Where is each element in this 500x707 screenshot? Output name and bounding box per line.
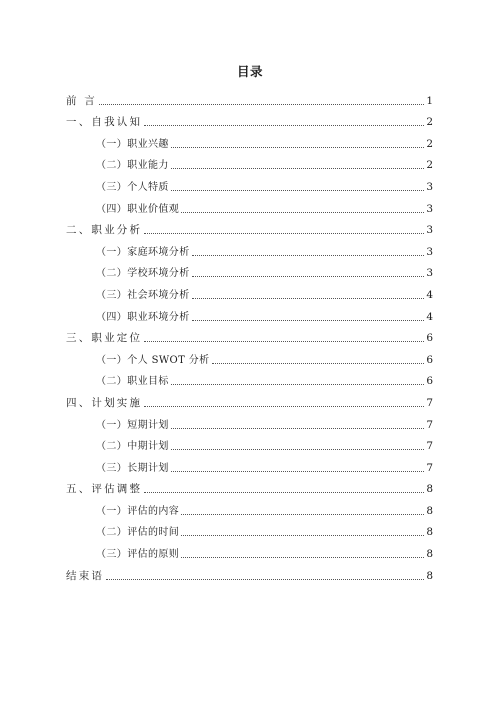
dot-leader bbox=[212, 363, 425, 364]
toc-entry-page-number: 3 bbox=[426, 180, 433, 193]
toc-entry-page-number: 3 bbox=[426, 224, 433, 237]
toc-entry[interactable] bbox=[66, 262, 433, 284]
toc-entry-page-number: 2 bbox=[426, 137, 433, 150]
toc-entry[interactable] bbox=[66, 348, 433, 370]
toc-entry-page-number: 8 bbox=[426, 504, 433, 517]
toc-entry-label: 二、职业分析 bbox=[66, 224, 143, 237]
dot-leader bbox=[144, 341, 424, 342]
dot-leader bbox=[181, 514, 424, 515]
toc-entry-page-number: 4 bbox=[426, 310, 433, 323]
toc-entry-page-number: 7 bbox=[426, 461, 433, 474]
table-of-contents bbox=[66, 89, 433, 586]
toc-entry-page-number: 8 bbox=[426, 569, 433, 582]
toc-entry-page-number: 3 bbox=[426, 245, 433, 258]
toc-entry-label: （一）短期计划 bbox=[96, 419, 169, 431]
toc-entry[interactable] bbox=[66, 154, 433, 176]
toc-entry-label: （三）评估的原则 bbox=[96, 549, 180, 561]
toc-entry[interactable] bbox=[66, 89, 433, 111]
toc-entry[interactable] bbox=[66, 542, 433, 564]
dot-leader bbox=[181, 557, 424, 558]
dot-leader bbox=[144, 233, 424, 234]
toc-entry-label: （一）职业兴趣 bbox=[96, 138, 169, 150]
dot-leader bbox=[99, 104, 424, 105]
toc-entry-label: （二）评估的时间 bbox=[96, 527, 180, 539]
toc-entry-page-number: 6 bbox=[426, 332, 433, 345]
toc-entry[interactable] bbox=[66, 456, 433, 478]
toc-entry[interactable] bbox=[66, 240, 433, 262]
toc-entry[interactable] bbox=[66, 327, 433, 349]
toc-entry-label: （四）职业价值观 bbox=[96, 203, 180, 215]
dot-leader bbox=[171, 147, 425, 148]
toc-entry-page-number: 4 bbox=[426, 288, 433, 301]
toc-entry-label: （三）社会环境分析 bbox=[96, 289, 190, 301]
toc-entry[interactable] bbox=[66, 499, 433, 521]
toc-entry-label: （四）职业环境分析 bbox=[96, 311, 190, 323]
toc-entry[interactable] bbox=[66, 370, 433, 392]
dot-leader bbox=[171, 168, 425, 169]
dot-leader bbox=[192, 255, 425, 256]
toc-entry-label: （一）评估的内容 bbox=[96, 505, 180, 517]
toc-entry-page-number: 2 bbox=[426, 159, 433, 172]
toc-entry-page-number: 6 bbox=[426, 375, 433, 388]
toc-entry-label: 结束语 bbox=[66, 569, 105, 582]
toc-entry[interactable] bbox=[66, 283, 433, 305]
toc-title: 目录 bbox=[236, 64, 263, 79]
toc-entry-label: （二）学校环境分析 bbox=[96, 268, 190, 280]
toc-entry-page-number: 7 bbox=[426, 440, 433, 453]
toc-entry-label: 四、计划实施 bbox=[66, 396, 143, 409]
toc-entry[interactable] bbox=[66, 391, 433, 413]
dot-leader bbox=[106, 579, 424, 580]
dot-leader bbox=[181, 535, 424, 536]
toc-entry-page-number: 2 bbox=[426, 116, 433, 129]
toc-entry-page-number: 1 bbox=[426, 94, 433, 107]
dot-leader bbox=[192, 298, 425, 299]
toc-entry-label: （二）职业能力 bbox=[96, 160, 169, 172]
toc-entry[interactable] bbox=[66, 175, 433, 197]
toc-entry-label: 五、评估调整 bbox=[66, 483, 143, 496]
toc-entry-label: 三、职业定位 bbox=[66, 332, 143, 345]
toc-entry[interactable] bbox=[66, 111, 433, 133]
toc-entry-page-number: 6 bbox=[426, 353, 433, 366]
toc-entry-page-number: 7 bbox=[426, 396, 433, 409]
toc-entry-page-number: 3 bbox=[426, 267, 433, 280]
toc-entry-label: （一）个人 SWOT 分析 bbox=[96, 354, 210, 366]
dot-leader bbox=[144, 125, 424, 126]
toc-entry-page-number: 8 bbox=[426, 526, 433, 539]
dot-leader bbox=[171, 428, 425, 429]
toc-entry-page-number: 3 bbox=[426, 202, 433, 215]
toc-entry-label: （二）中期计划 bbox=[96, 441, 169, 453]
toc-entry[interactable] bbox=[66, 197, 433, 219]
toc-entry-label: （三）个人特质 bbox=[96, 181, 169, 193]
toc-entry[interactable] bbox=[66, 564, 433, 586]
dot-leader bbox=[192, 320, 425, 321]
dot-leader bbox=[171, 384, 425, 385]
toc-entry[interactable] bbox=[66, 478, 433, 500]
dot-leader bbox=[171, 471, 425, 472]
dot-leader bbox=[192, 276, 425, 277]
toc-entry-label: 前 言 bbox=[66, 94, 97, 107]
toc-entry[interactable] bbox=[66, 413, 433, 435]
toc-entry[interactable] bbox=[66, 132, 433, 154]
toc-entry-label: （一）家庭环境分析 bbox=[96, 246, 190, 258]
toc-entry-page-number: 7 bbox=[426, 418, 433, 431]
dot-leader bbox=[144, 406, 424, 407]
toc-entry-label: （三）长期计划 bbox=[96, 462, 169, 474]
toc-entry-page-number: 8 bbox=[426, 483, 433, 496]
dot-leader bbox=[171, 449, 425, 450]
dot-leader bbox=[144, 492, 424, 493]
dot-leader bbox=[171, 190, 425, 191]
toc-entry[interactable] bbox=[66, 219, 433, 241]
toc-entry-page-number: 8 bbox=[426, 548, 433, 561]
dot-leader bbox=[181, 212, 424, 213]
toc-entry[interactable] bbox=[66, 435, 433, 457]
toc-entry[interactable] bbox=[66, 521, 433, 543]
toc-entry[interactable] bbox=[66, 305, 433, 327]
toc-entry-label: （二）职业目标 bbox=[96, 376, 169, 388]
toc-entry-label: 一、自我认知 bbox=[66, 116, 143, 129]
